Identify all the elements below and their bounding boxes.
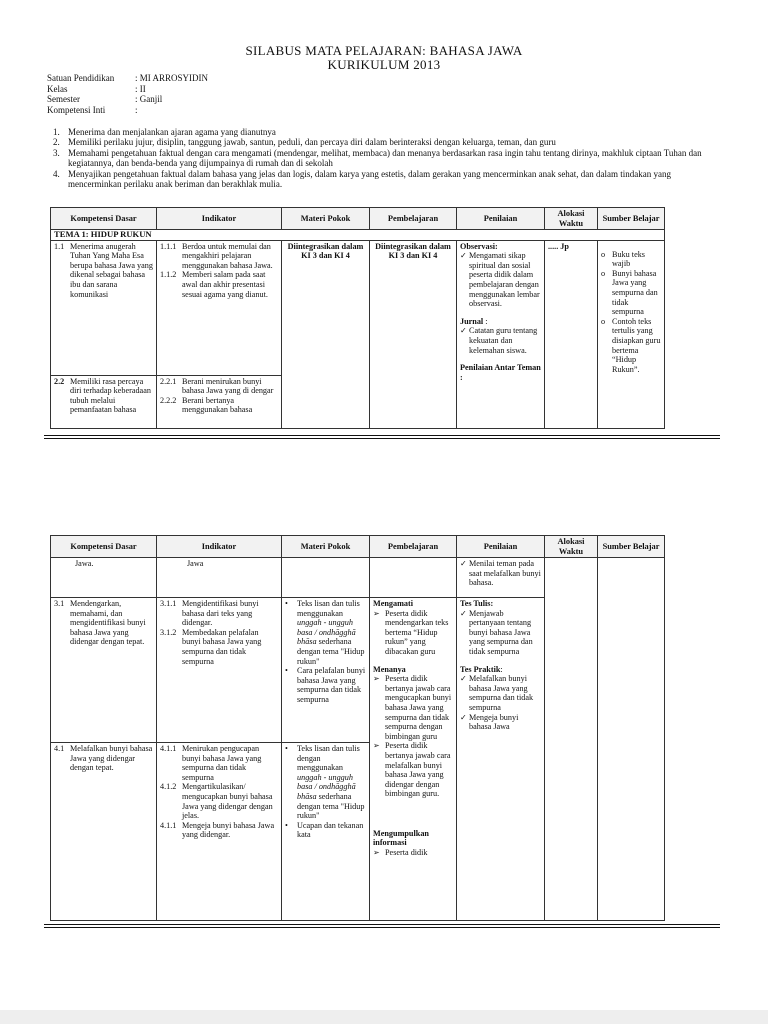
ki-number: 3. <box>53 147 60 158</box>
materi-italic: unggah - ungguh basa / ondhāgghā bhāsa <box>297 618 356 647</box>
kd-item <box>54 744 153 773</box>
penilaian-item <box>460 559 541 588</box>
col-header-alokasi: Alokasi Waktu <box>545 536 598 558</box>
sumber-cell <box>598 240 665 428</box>
pembelajaran-item <box>373 741 453 799</box>
materi-text: sederhana dengan tema "Hidup rukun" <box>297 791 365 821</box>
indikator-item <box>160 782 278 820</box>
pembelajaran-text: Peserta didik <box>385 848 428 858</box>
table-row <box>51 240 665 375</box>
col-header-materi: Materi Pokok <box>282 208 370 230</box>
pembelajaran-text: Peserta didik bertanya jawab cara mengucapkan bunyi bahasa Jawa yang sempurna dan tidak sempurna dengan bimbingan guru <box>385 674 452 741</box>
col-header-alokasi: Alokasi Waktu <box>545 208 598 230</box>
check-icon: ✓ <box>460 712 467 722</box>
check-icon: ✓ <box>460 251 467 261</box>
indikator-text: Mengidentifikasi bunyi bahasa dari teks yang didengar. <box>182 599 259 628</box>
penilaian-cell <box>457 240 545 428</box>
info-value: : II <box>135 83 146 94</box>
pembelajaran-cell <box>370 558 457 598</box>
indikator-text: Mengeja bunyi bahasa Jawa yang didengar. <box>182 820 275 840</box>
indikator-number: 3.1.1 <box>160 599 177 608</box>
indikator-continued: Jawa <box>157 558 282 598</box>
kompetensi-inti-list <box>53 127 723 189</box>
syllabus-table-2 <box>50 535 665 921</box>
bullet-icon: • <box>285 820 288 830</box>
kd-text: Melafalkan bunyi bahasa Jawa yang didengar dengan tepat. <box>70 744 153 773</box>
info-key: Kompetensi Inti <box>47 104 106 115</box>
ki-item <box>53 148 723 169</box>
page-edge <box>0 1010 768 1024</box>
kd-number: 1.1 <box>54 241 65 251</box>
pembelajaran-item <box>373 609 453 657</box>
pembelajaran-item <box>373 674 453 741</box>
tes-praktik-colon: : <box>500 664 503 674</box>
syllabus-table-1 <box>50 207 665 429</box>
mengumpulkan-title: Mengumpulkan informasi <box>373 828 429 848</box>
indikator-number: 4.1.1 <box>160 744 177 753</box>
kd-cell <box>51 375 157 428</box>
col-header-materi: Materi Pokok <box>282 536 370 558</box>
table-rule <box>44 438 720 439</box>
materi-text: Ucapan dan tekanan kata <box>297 820 364 840</box>
antar-teman-title: Penilaian Antar Teman <box>460 363 541 373</box>
col-header-sumber: Sumber Belajar <box>598 536 665 558</box>
sumber-item <box>601 269 661 317</box>
indikator-number: 3.1.2 <box>160 627 177 637</box>
indikator-item <box>160 821 278 840</box>
col-header-sumber: Sumber Belajar <box>598 208 665 230</box>
table-header-row <box>51 536 665 558</box>
sumber-item <box>601 250 661 269</box>
penilaian-text: Menjawab pertanyaan tentang bunyi bahasa Jawa yang sempurna dan tidak sempurna <box>469 608 533 656</box>
col-header-pembelajaran: Pembelajaran <box>370 536 457 558</box>
info-row <box>47 84 208 95</box>
materi-cell <box>282 598 370 743</box>
mengamati-title: Mengamati <box>373 599 414 608</box>
ki-text: Menerima dan menjalankan ajaran agama yang dianutnya <box>68 127 276 137</box>
penilaian-text: Menilai teman pada saat melafalkan bunyi bahasa. <box>469 559 541 588</box>
kd-cell <box>51 743 157 921</box>
materi-cell <box>282 743 370 921</box>
kd-item <box>54 599 153 647</box>
arrow-bullet-icon: ➢ <box>373 848 380 858</box>
alokasi-cell: ..... Jp <box>545 240 598 428</box>
indikator-item <box>160 744 278 782</box>
page-1 <box>0 0 768 500</box>
check-icon: ✓ <box>460 326 467 336</box>
info-value: : Ganjil <box>135 94 163 104</box>
info-row <box>47 94 208 105</box>
penilaian-text: Catatan guru tentang kekuatan dan kelemahan siswa. <box>469 326 538 355</box>
indikator-item <box>160 242 278 271</box>
kd-cell <box>51 240 157 375</box>
tema-heading: TEMA 1: HIDUP RUKUN <box>51 230 665 241</box>
pembelajaran-cell <box>370 598 457 921</box>
materi-text: Teks lisan dan tulis dengan menggunakan <box>297 744 360 773</box>
materi-item <box>285 744 366 821</box>
penilaian-item <box>460 251 541 309</box>
col-header-indikator: Indikator <box>157 208 282 230</box>
tes-praktik-title: Tes Praktik <box>460 664 501 674</box>
sumber-text: Buku teks wajib <box>612 249 645 269</box>
ki-number: 4. <box>53 168 60 179</box>
kd-number: 2.2 <box>54 376 65 386</box>
kd-text: Menerima anugerah Tuhan Yang Maha Esa berupa bahasa Jawa yang dikenal sebagai bahasa ibu dan sarana komunikasi <box>70 241 153 299</box>
col-header-kd: Kompetensi Dasar <box>51 208 157 230</box>
info-row <box>47 105 208 116</box>
circle-bullet-icon: o <box>601 268 606 278</box>
indikator-text: Mengartikulasikan/ mengucapkan bunyi bahasa Jawa yang didengar dengan jelas. <box>182 782 273 821</box>
materi-cell <box>282 558 370 598</box>
indikator-number: 2.2.2 <box>160 395 177 405</box>
bullet-icon: • <box>285 599 288 608</box>
check-icon: ✓ <box>460 608 467 618</box>
penilaian-item <box>460 609 541 657</box>
indikator-number: 4.1.1 <box>160 820 177 830</box>
ki-item <box>53 169 723 190</box>
sumber-text: Contoh teks tertulis yang disiapkan guru bertema “Hidup Rukun”. <box>612 316 661 374</box>
indikator-item <box>160 628 278 666</box>
arrow-bullet-icon: ➢ <box>373 674 380 684</box>
page-2 <box>0 500 768 1020</box>
table-rule <box>44 927 720 928</box>
jurnal-title: Jurnal <box>460 316 484 326</box>
indikator-text: Membedakan pelafalan bunyi bahasa Jawa yang sempurna dan tidak sempurna <box>182 627 262 666</box>
indikator-text: Memberi salam pada saat awal dan akhir presentasi sesuai agama yang dianut. <box>182 270 268 299</box>
ki-text: Menyajikan pengetahuan faktual dalam bahasa yang jelas dan logis, dalam karya yang estetis, dalam gerakan yang mencerminkan anak sehat, dan dalam tindakan yang mencerminkan perilaku anak beriman dan berakhlak mulia. <box>68 168 672 190</box>
tes-tulis-title: Tes Tulis <box>460 599 491 608</box>
table-header-row <box>51 208 665 230</box>
penilaian-item <box>460 674 541 712</box>
sumber-item <box>601 317 661 375</box>
indikator-number: 4.1.2 <box>160 782 177 792</box>
materi-text: Cara pelafalan bunyi bahasa Jawa yang sempurna dan tidak sempurna <box>297 666 366 704</box>
penilaian-item <box>460 326 541 355</box>
arrow-bullet-icon: ➢ <box>373 608 380 618</box>
materi-text: Teks lisan dan tulis menggunakan <box>297 599 360 618</box>
info-key: Kelas <box>47 83 68 94</box>
identity-block <box>47 73 208 115</box>
indikator-item <box>160 377 278 396</box>
pembelajaran-item <box>373 848 453 858</box>
info-row <box>47 73 208 84</box>
info-key: Satuan Pendidikan <box>47 73 115 83</box>
document-title <box>0 44 768 72</box>
antar-teman-colon: : <box>460 372 463 382</box>
pembelajaran-cell: Diintegrasikan dalam KI 3 dan KI 4 <box>370 240 457 428</box>
bullet-icon: • <box>285 666 288 676</box>
kd-text: Mendengarkan, memahami, dan mengidentifikasi bunyi bahasa Jawa yang didengar dengan tepat. <box>70 599 146 647</box>
penilaian-cell <box>457 558 545 598</box>
materi-item <box>285 821 366 840</box>
indikator-number: 2.2.1 <box>160 376 177 386</box>
ki-number: 1. <box>53 127 60 137</box>
circle-bullet-icon: o <box>601 316 606 326</box>
ki-text: Memiliki perilaku jujur, disiplin, tanggung jawab, santun, peduli, dan percaya diri dalam berinteraksi dengan keluarga, teman, dan guru <box>68 137 556 148</box>
indikator-cell <box>157 743 282 921</box>
materi-cell: Diintegrasikan dalam KI 3 dan KI 4 <box>282 240 370 428</box>
tema-row <box>51 230 665 241</box>
indikator-text: Berani bertanya menggunakan bahasa <box>182 395 253 415</box>
pembelajaran-text: Peserta didik bertanya jawab cara melafalkan bunyi bahasa Jawa yang didengar dengan bimbingan guru. <box>385 741 451 799</box>
penilaian-cell <box>457 598 545 921</box>
col-header-pembelajaran: Pembelajaran <box>370 208 457 230</box>
indikator-text: Berani menirukan bunyi bahasa Jawa yang di dengar <box>182 376 274 396</box>
materi-italic: unggah - ungguh basa / ondhāgghā bhāsa <box>297 772 356 801</box>
ki-item <box>53 137 723 147</box>
col-header-penilaian: Penilaian <box>457 208 545 230</box>
table-rule <box>44 435 720 436</box>
info-value: : <box>135 104 138 115</box>
title-line-1: SILABUS MATA PELAJARAN: BAHASA JAWA <box>245 43 523 58</box>
col-header-penilaian: Penilaian <box>457 536 545 558</box>
indikator-item <box>160 270 278 299</box>
indikator-item <box>160 599 278 628</box>
kd-number: 4.1 <box>54 744 65 753</box>
info-key: Semester <box>47 94 80 104</box>
penilaian-text: Melafalkan bunyi bahasa Jawa yang sempurna dan tidak sempurna <box>469 674 534 712</box>
info-value: : MI ARROSYIDIN <box>135 73 209 83</box>
col-header-kd: Kompetensi Dasar <box>51 536 157 558</box>
kd-cell <box>51 598 157 743</box>
jurnal-colon: : <box>483 316 488 326</box>
kd-continued: Jawa. <box>51 558 157 598</box>
sumber-cell <box>598 558 665 921</box>
indikator-text: Menirukan pengucapan bunyi bahasa Jawa yang sempurna dan tidak sempurna <box>182 744 262 782</box>
ki-number: 2. <box>53 137 60 148</box>
bullet-icon: • <box>285 744 288 753</box>
table-rule <box>44 924 720 925</box>
penilaian-text: Mengeja bunyi bahasa Jawa <box>469 712 519 732</box>
indikator-number: 1.1.1 <box>160 241 177 251</box>
materi-text: sederhana dengan tema "Hidup rukun" <box>297 637 365 666</box>
indikator-number: 1.1.2 <box>160 270 177 280</box>
kd-item <box>54 242 153 300</box>
menanya-title: Menanya <box>373 664 406 674</box>
tes-tulis-colon: : <box>490 599 494 608</box>
ki-item <box>53 127 723 137</box>
table-row <box>51 558 665 598</box>
indikator-cell <box>157 375 282 428</box>
kd-number: 3.1 <box>54 599 65 608</box>
arrow-bullet-icon: ➢ <box>373 741 380 751</box>
sumber-text: Bunyi bahasa Jawa yang sempurna dan tidak sempurna <box>612 268 658 317</box>
penilaian-item <box>460 713 541 732</box>
circle-bullet-icon: o <box>601 249 606 259</box>
indikator-cell <box>157 598 282 743</box>
col-header-indikator: Indikator <box>157 536 282 558</box>
indikator-text: Berdoa untuk memulai dan mengakhiri pelajaran menggunakan bahasa Jawa. <box>182 241 273 270</box>
observasi-title: Observasi: <box>460 241 498 251</box>
penilaian-text: Mengamati sikap spiritual dan sosial peserta didik dalam pembelajaran dengan menggunakan lembar observasi. <box>469 251 540 309</box>
check-icon: ✓ <box>460 559 467 568</box>
ki-text: Memahami pengetahuan faktual dengan cara mengamati (mendengar, melihat, membaca) dan menanya berdasarkan rasa ingin tahu tentang dirinya, makhluk ciptaan Tuhan dan kegiatannya, dan benda-benda yang dijumpainya di rumah dan di sekolah <box>68 147 702 169</box>
indikator-cell <box>157 240 282 375</box>
kd-item <box>54 377 153 415</box>
indikator-item <box>160 396 278 415</box>
kd-text: Memiliki rasa percaya diri terhadap keberadaan tubuh melalui pemanfaatan bahasa <box>70 376 151 415</box>
alokasi-cell <box>545 558 598 921</box>
check-icon: ✓ <box>460 674 467 684</box>
pembelajaran-text: Peserta didik mendengarkan teks bertema “Hidup rukun” yang dibacakan guru <box>385 608 449 656</box>
materi-item <box>285 599 366 666</box>
title-line-2: KURIKULUM 2013 <box>327 57 441 72</box>
materi-item <box>285 666 366 704</box>
